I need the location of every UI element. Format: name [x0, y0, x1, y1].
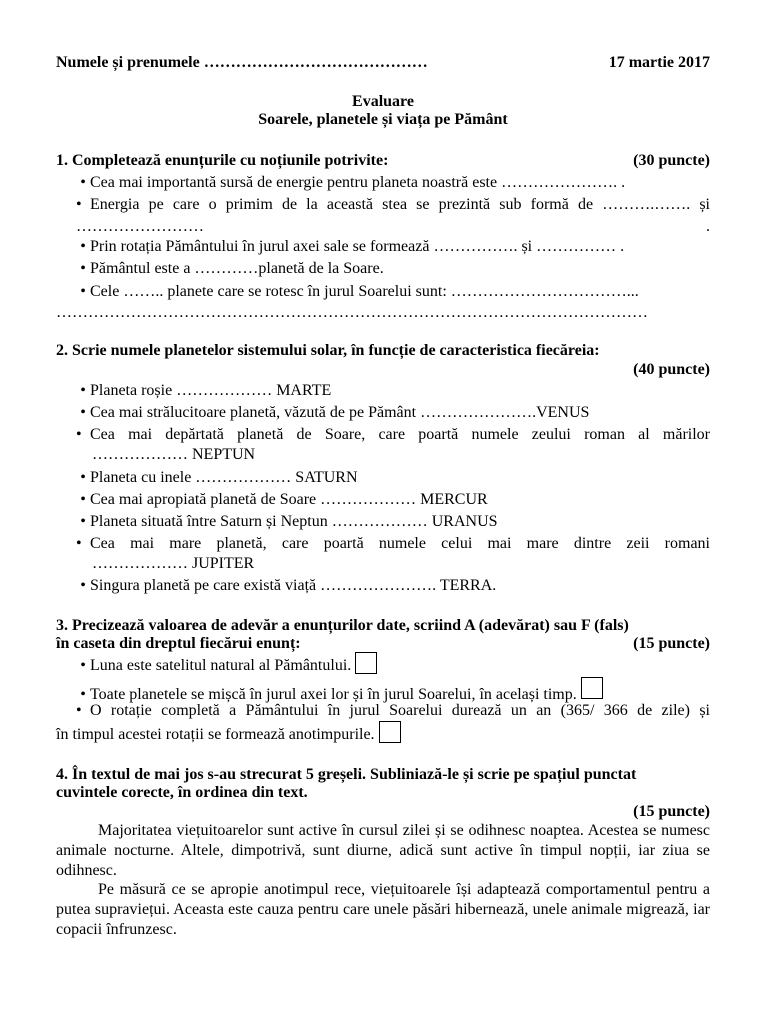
ex4-paragraph-2: Pe măsură ce se apropie anotimpul rece, viețuitoarele își adaptează comportamentul pentru a putea supraviețui. Aceasta este cauza pentru care unele păsări hibernează, unele animale migrează, iar copacii înfrunzesc. — [56, 881, 710, 938]
ex4-points: (15 puncte) — [633, 803, 710, 820]
ex1-item: • Prin rotația Pământului în jurul axei sale se formează ……………. și …………… . — [76, 236, 710, 258]
ex1-item: • Pământul este a …………planetă de la Soare. — [76, 258, 710, 280]
answer-box[interactable] — [379, 721, 401, 743]
ex2-item: • Cea mai depărtată planetă de Soare, care poartă numele zeului roman al mărilor — [76, 424, 710, 446]
ex1-points: (30 puncte) — [633, 152, 710, 169]
ex2-item-cont: ……………… NEPTUN — [92, 446, 256, 463]
ex2-item: • Singura planetă pe care există viață …………………. TERRA. — [76, 575, 710, 597]
ex2-points: (40 puncte) — [633, 361, 710, 378]
ex2-item: • Planeta situată între Saturn și Neptun ……………… URANUS — [76, 511, 710, 533]
ex3-item: • Luna este satelitul natural al Pământului. — [76, 652, 710, 677]
ex3-item: • Toate planetele se mișcă în jurul axei lor și în jurul Soarelui, în același timp. — [76, 677, 710, 706]
ex4-heading-line-1: 4. În textul de mai jos s-au strecurat 5 greșeli. Subliniază-le și scrie pe spațiul punctat — [56, 766, 637, 783]
ex2-item: • Cea mai strălucitoare planetă, văzută de pe Pământ ………………….VENUS — [76, 402, 710, 424]
ex2-heading: 2. Scrie numele planetelor sistemului solar, în funcție de caracteristica fiecăreia: — [56, 342, 600, 359]
ex1-heading: 1. Completează enunțurile cu noțiunile potrivite: — [56, 152, 389, 169]
ex1-item: • Cele …….. planete care se rotesc în jurul Soarelui sunt: ……………………………... — [76, 281, 710, 303]
ex3-item-cont: în timpul acestei rotații se formează anotimpurile. — [56, 721, 710, 746]
ex2-item-cont: ……………… JUPITER — [92, 555, 255, 572]
answer-box[interactable] — [581, 677, 603, 699]
ex2-item: • Planeta cu inele ……………… SATURN — [76, 467, 710, 489]
ex1-answer-line: ………………………………………………………………………………………………… — [56, 304, 648, 321]
name-field-label: Numele și prenumele …………………………………… — [56, 54, 428, 71]
ex1-item: • Cea mai importantă sursă de energie pentru planeta noastră este …………………. . — [76, 172, 710, 194]
ex3-item: • O rotație completă a Pământului în jurul Soarelui durează un an (365/ 366 de zile) și — [76, 700, 710, 722]
page-title: Soarele, planetele și viața pe Pământ — [258, 111, 508, 128]
title-line-1: Evaluare — [352, 93, 414, 110]
ex2-item: • Cea mai apropiată planetă de Soare ……………… MERCUR — [76, 489, 710, 511]
ex1-item: • Energia pe care o primim de la această stea se prezintă sub formă de ……….……. și …………………… . — [76, 194, 710, 238]
header-row — [56, 52, 710, 74]
date: 17 martie 2017 — [608, 54, 710, 71]
ex2-item: • Cea mai mare planetă, care poartă numele celui mai mare dintre zeii romani — [76, 533, 710, 555]
ex4-paragraph-1: Majoritatea viețuitoarelor sunt active în cursul zilei și se odihnesc noaptea. Acestea se numesc animale nocturne. Altele, dimpotrivă, sunt diurne, adică sunt active în timpul nopții, iar ziua se odihnesc. — [56, 822, 710, 879]
ex3-heading-line-1: 3. Precizează valoarea de adevăr a enunțurilor date, scriind A (adevărat) sau F (fals) — [56, 617, 629, 634]
answer-box[interactable] — [355, 652, 377, 674]
ex1-heading-row — [56, 150, 710, 172]
ex3-points: (15 puncte) — [633, 635, 710, 652]
ex4-heading-line-2: cuvintele corecte, în ordinea din text. — [56, 784, 308, 801]
ex3-heading-line-2: în caseta din dreptul fiecărui enunț: — [56, 635, 301, 652]
ex2-item: • Planeta roșie ……………… MARTE — [76, 380, 710, 402]
